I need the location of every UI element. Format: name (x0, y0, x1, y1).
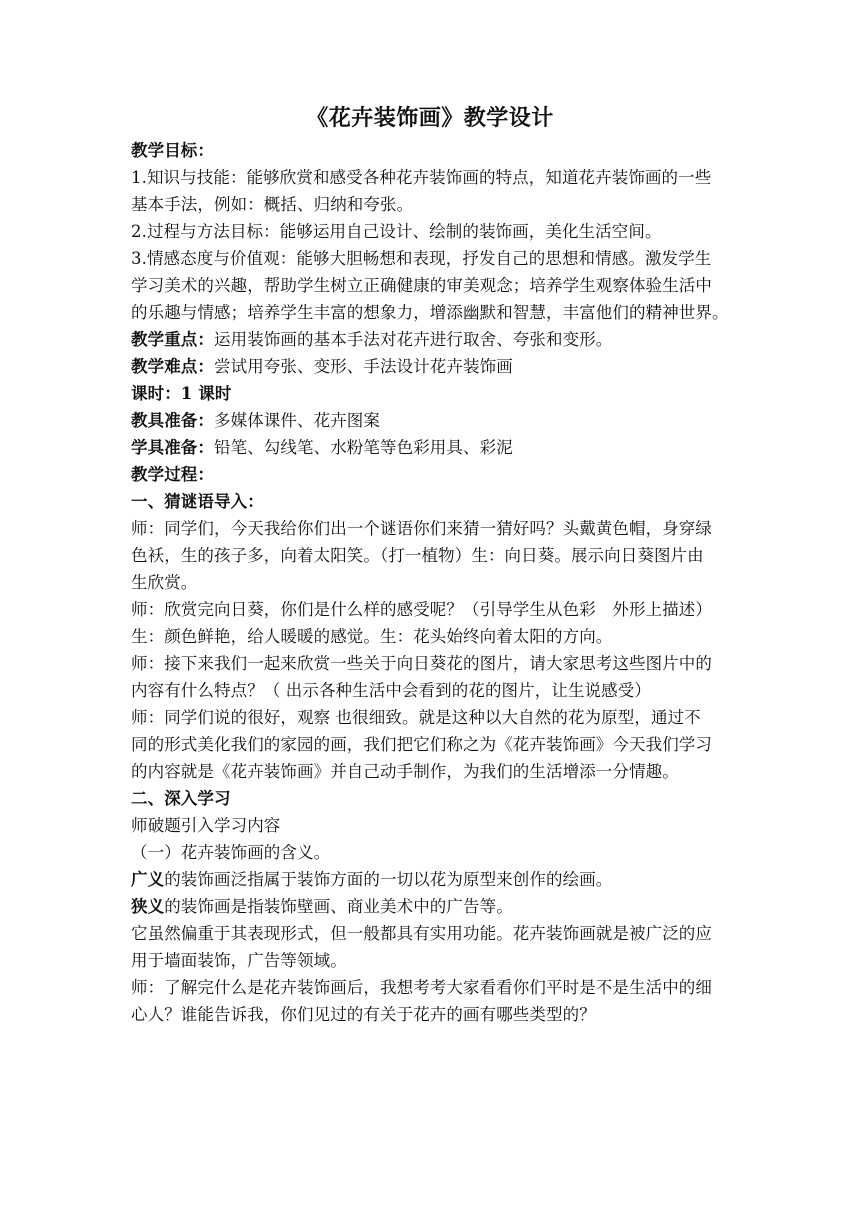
text-line (131, 542, 731, 569)
line-text: （一）花卉装饰画的含义。 (131, 843, 331, 862)
line-label: 狭义 (131, 897, 165, 916)
text-line (131, 272, 731, 299)
text-line (131, 299, 731, 326)
line-label: 教学重点： (131, 330, 214, 349)
text-line (131, 731, 731, 758)
line-label: 教学难点： (131, 357, 214, 376)
text-line (131, 704, 731, 731)
line-text: 的乐趣与情感；培养学生丰富的想象力，增添幽默和智慧，丰富他们的精神世界。 (131, 303, 729, 322)
text-line (131, 326, 731, 353)
line-text: 的装饰画是指装饰壁画、商业美术中的广告等。 (164, 897, 513, 916)
text-line (131, 758, 731, 785)
line-text: 师：同学们，今天我给你们出一个谜语你们来猜一猜好吗？头戴黄色帽，身穿绿 (131, 519, 712, 538)
line-text: 内容有什么特点？（ 出示各种生活中会看到的花的图片，让生说感受） (131, 681, 651, 700)
text-line (131, 650, 731, 677)
text-line (131, 137, 731, 164)
text-line (131, 974, 731, 1001)
line-label: 课时：1 课时 (131, 384, 232, 403)
line-text: 色袄，生的孩子多，向着太阳笑。（打一植物）生：向日葵。展示向日葵图片由 (131, 546, 704, 565)
line-text: 用于墙面装饰，广告等领域。 (131, 951, 347, 970)
line-text: 2.过程与方法目标：能够运用自己设计、绘制的装饰画，美化生活空间。 (131, 222, 662, 241)
line-label: 学具准备： (131, 438, 214, 457)
text-line (131, 218, 731, 245)
line-text: 1.知识与技能：能够欣赏和感受各种花卉装饰画的特点，知道花卉装饰画的一些 (131, 168, 712, 187)
line-text: 学习美术的兴趣，帮助学生树立正确健康的审美观念；培养学生观察体验生活中 (131, 276, 712, 295)
line-label: 教具准备： (131, 411, 214, 430)
line-text: 的内容就是《花卉装饰画》并自己动手制作，为我们的生活增添一分情趣。 (131, 762, 679, 781)
text-line (131, 947, 731, 974)
text-line (131, 569, 731, 596)
line-text: 师：欣赏完向日葵，你们是什么样的感受呢？（引导学生从色彩 外形上描述） (131, 600, 712, 619)
text-line (131, 839, 731, 866)
document-body (131, 137, 731, 1028)
line-text: 同的形式美化我们的家园的画，我们把它们称之为《花卉装饰画》今天我们学习 (131, 735, 712, 754)
line-text: 师：了解完什么是花卉装饰画后，我想考考大家看看你们平时是不是生活中的细 (131, 978, 712, 997)
line-text: 3.情感态度与价值观：能够大胆畅想和表现，抒发自己的思想和情感。激发学生 (131, 249, 712, 268)
text-line (131, 812, 731, 839)
line-text: 基本手法，例如：概括、归纳和夸张。 (131, 195, 414, 214)
text-line (131, 677, 731, 704)
line-text: 的装饰画泛指属于装饰方面的一切以花为原型来创作的绘画。 (164, 870, 613, 889)
text-line (131, 893, 731, 920)
text-line (131, 596, 731, 623)
text-line (131, 488, 731, 515)
line-text: 它虽然偏重于其表现形式，但一般都具有实用功能。花卉装饰画就是被广泛的应 (131, 924, 712, 943)
text-line (131, 407, 731, 434)
line-label: 教学过程： (131, 465, 214, 484)
line-text: 师：同学们说的很好，观察 也很细致。就是这种以大自然的花为原型，通过不 (131, 708, 701, 727)
text-line (131, 1001, 731, 1028)
line-text: 心人？谁能告诉我，你们见过的有关于花卉的画有哪些类型的？ (131, 1005, 596, 1024)
text-line (131, 866, 731, 893)
text-line (131, 920, 731, 947)
text-line (131, 353, 731, 380)
line-text: 师破题引入学习内容 (131, 816, 281, 835)
line-text: 生欣赏。 (131, 573, 198, 592)
text-line (131, 434, 731, 461)
text-line (131, 623, 731, 650)
line-text: 铅笔、勾线笔、水粉笔等色彩用具、彩泥 (214, 438, 513, 457)
line-text: 尝试用夸张、变形、手法设计花卉装饰画 (214, 357, 513, 376)
line-label: 一、猜谜语导入： (131, 492, 264, 511)
document-title: 《花卉装饰画》教学设计 (306, 105, 554, 131)
text-line (131, 191, 731, 218)
text-line (131, 785, 731, 812)
line-label: 广义 (131, 870, 165, 889)
text-line (131, 164, 731, 191)
line-text: 运用装饰画的基本手法对花卉进行取舍、夸张和变形。 (214, 330, 613, 349)
text-line (131, 461, 731, 488)
line-label: 教学目标： (131, 141, 214, 160)
text-line (131, 380, 731, 407)
line-text: 多媒体课件、花卉图案 (214, 411, 380, 430)
text-line (131, 515, 731, 542)
line-text: 师：接下来我们一起来欣赏一些关于向日葵花的图片，请大家思考这些图片中的 (131, 654, 712, 673)
line-text: 生：颜色鲜艳，给人暖暖的感觉。生：花头始终向着太阳的方向。 (131, 627, 613, 646)
line-label: 二、深入学习 (131, 789, 231, 808)
text-line (131, 245, 731, 272)
